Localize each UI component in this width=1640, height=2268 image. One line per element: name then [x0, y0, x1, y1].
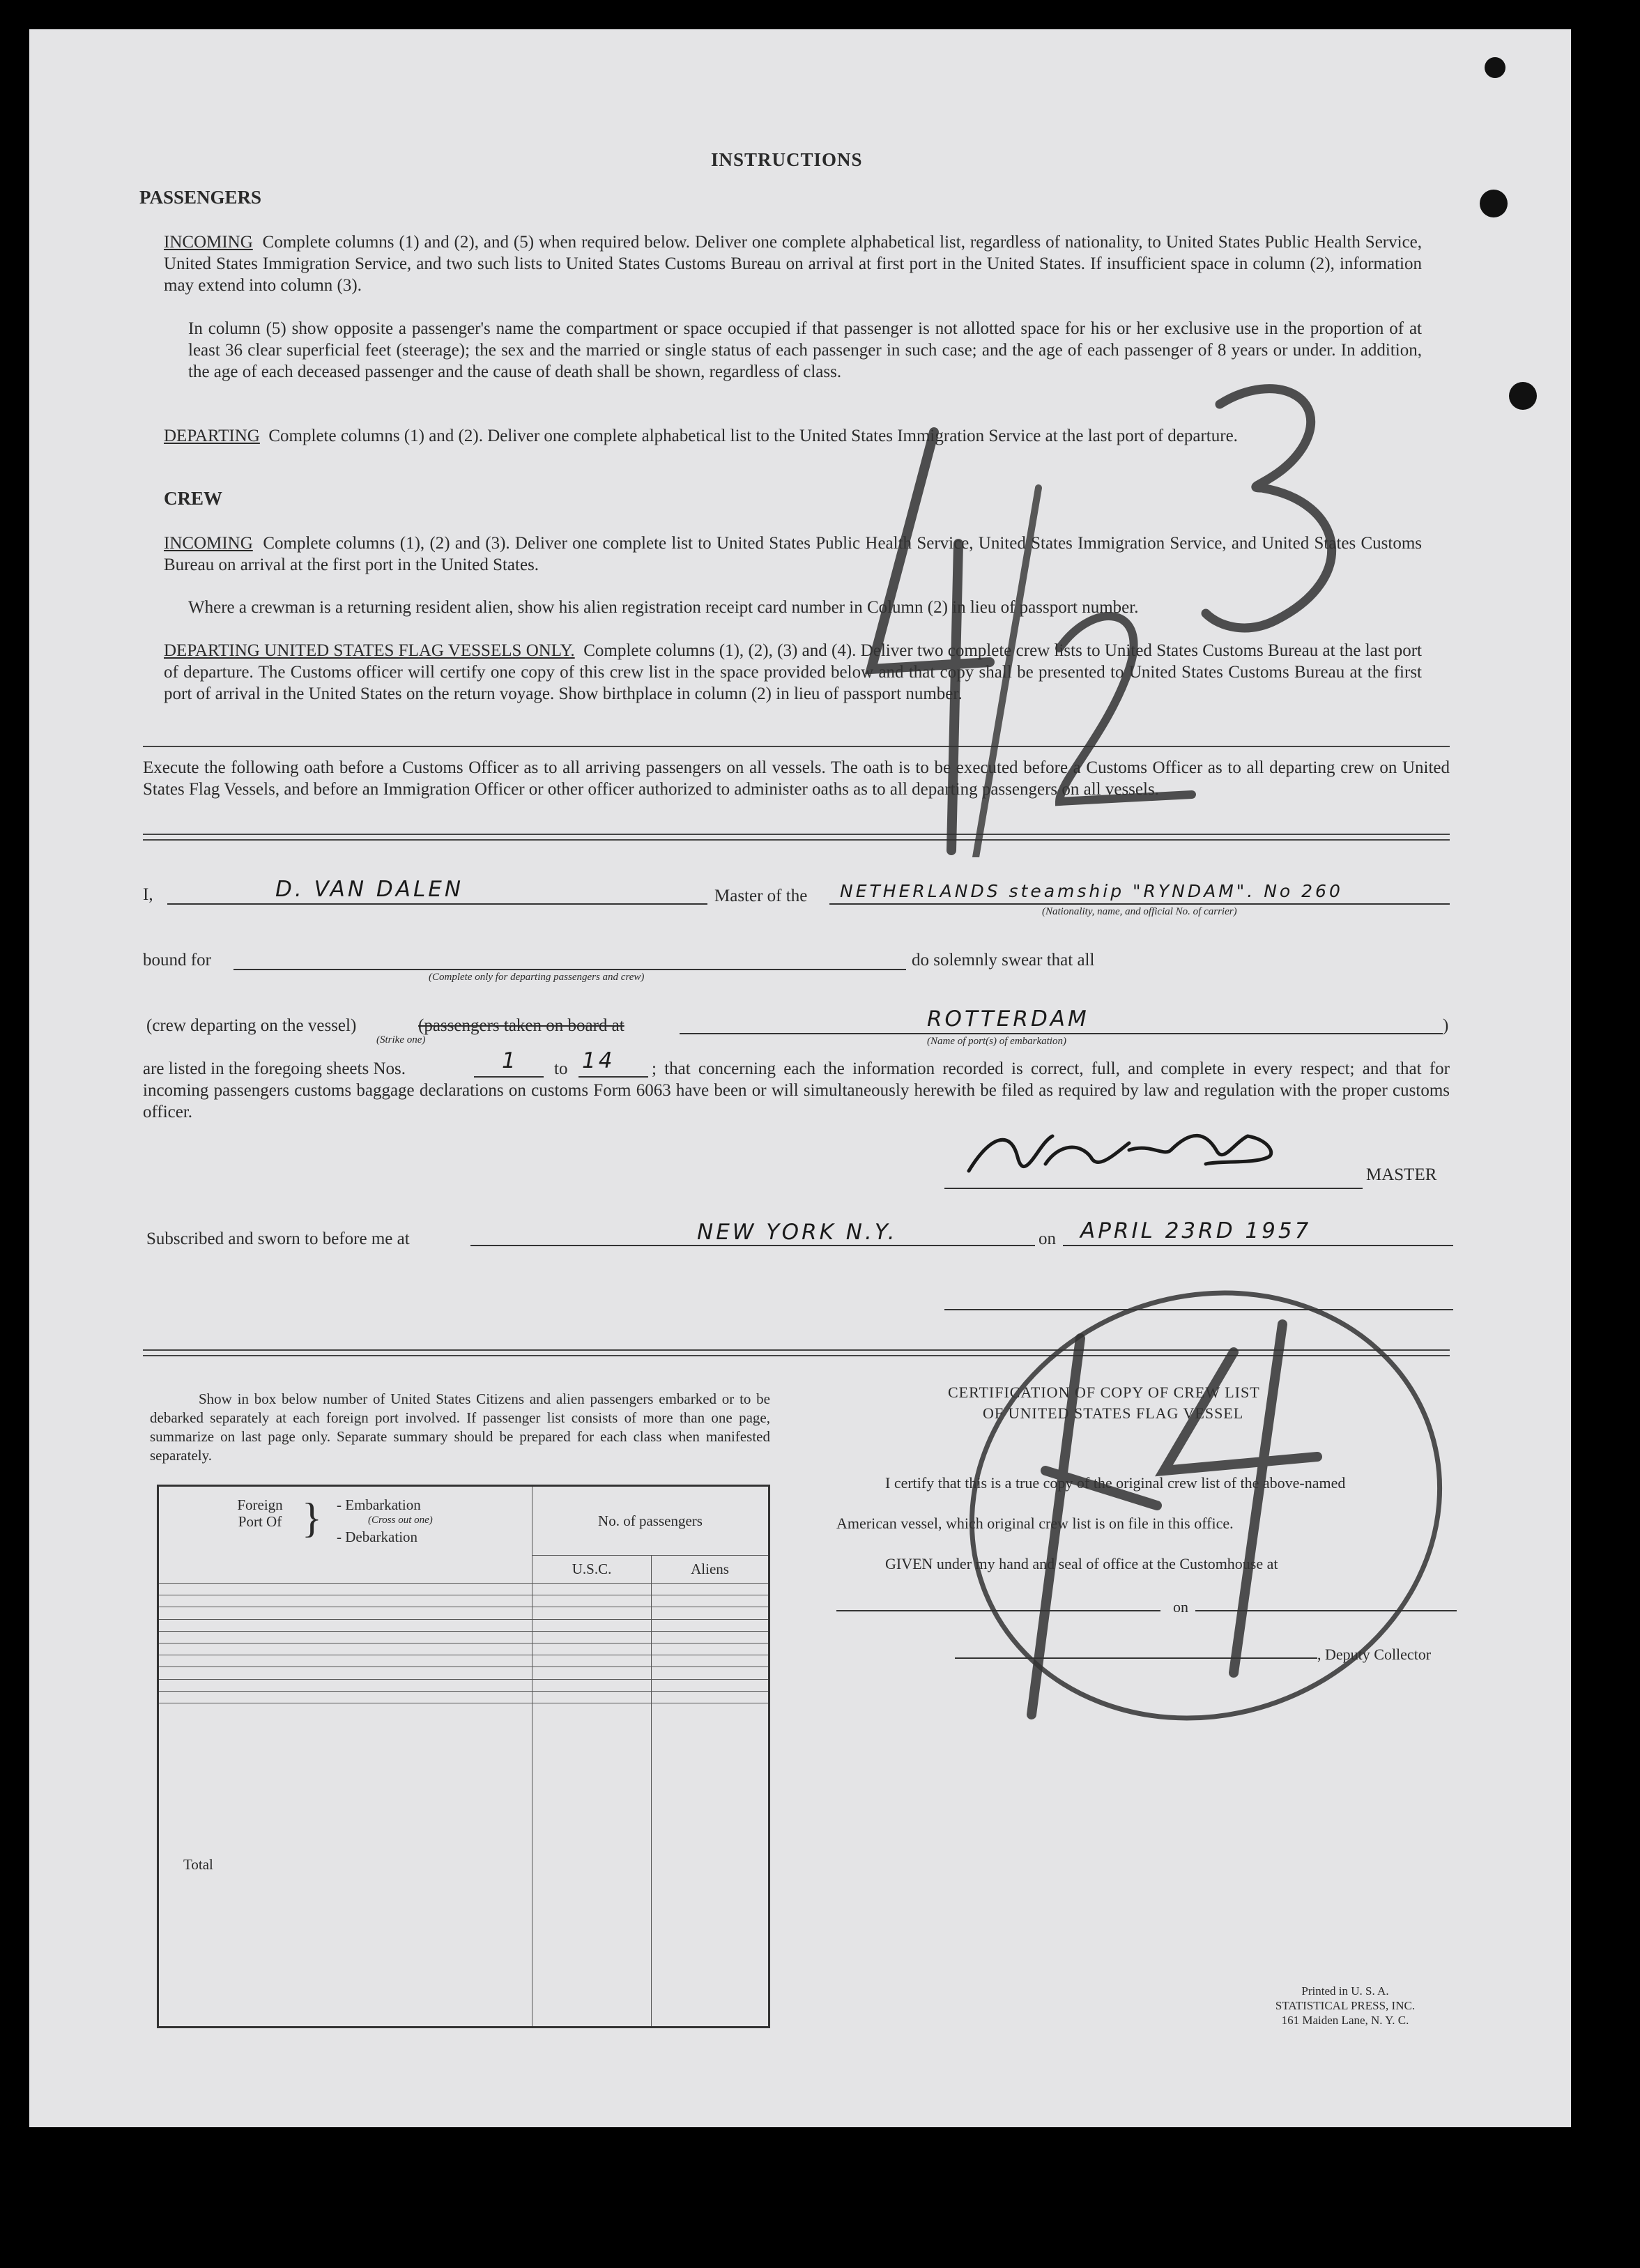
- table-row: [158, 1619, 769, 1631]
- departing-flag-label: DEPARTING UNITED STATES FLAG VESSELS ONLY.: [164, 641, 575, 660]
- passengers-taken-label: (passengers taken on board at: [418, 1016, 624, 1035]
- printer-credit: [1241, 1984, 1450, 2028]
- sheet-from: 1: [502, 1048, 519, 1073]
- master-name: D. VAN DALEN: [275, 877, 464, 902]
- total-row: [158, 1703, 769, 2028]
- column5-paragraph: In column (5) show opposite a passenger's name the compartment or space occupied if that passenger is not allotted space for his or her exclusive use in the proportion of at least 36 clear superficial feet (steerage); the sex and the married or single status of each passenger in such case; and the age of each passenger of 8 years or under. In addition, the age of each deceased passenger and the cause of death shall be shown, regardless of class.: [188, 319, 1422, 381]
- printer-line-2: STATISTICAL PRESS, INC.: [1275, 1999, 1416, 2012]
- port-header: [158, 1486, 532, 1584]
- embarkation-port: ROTTERDAM: [927, 1006, 1089, 1032]
- subscribed-label: Subscribed and sworn to before me at: [146, 1229, 410, 1248]
- certification-text-2: American vessel, which original crew list is on file in this office.: [836, 1515, 1234, 1532]
- debarkation-option: - Debarkation: [337, 1528, 418, 1545]
- oath-intro: Execute the following oath before a Customs Officer as to all arriving passengers on all vessels. The oath is to be executed before a Customs Officer as to all departing crew on United States Flag Vessels, and before an Immigration Officer or other officer authorized to administer oaths as to all departing passengers on all vessels.: [143, 758, 1450, 799]
- incoming-label: INCOMING: [164, 233, 253, 252]
- vessel-line: [829, 903, 1450, 905]
- swear-label: do solemnly swear that all: [912, 951, 1095, 970]
- vessel-caption: (Nationality, name, and official No. of carrier): [1042, 906, 1237, 917]
- table-row: [158, 1631, 769, 1643]
- punch-hole: [1509, 382, 1537, 410]
- master-signature-line: [944, 1188, 1363, 1189]
- table-row: [158, 1643, 769, 1655]
- bound-for-caption: (Complete only for departing passengers and crew): [429, 972, 645, 983]
- aliens-header: Aliens: [652, 1556, 769, 1584]
- master-name-line: [167, 903, 707, 905]
- listed-label: are listed in the foregoing sheets Nos.: [143, 1059, 406, 1078]
- certification-title-2: OF UNITED STATES FLAG VESSEL: [983, 1404, 1244, 1422]
- crew-incoming-label: INCOMING: [164, 534, 253, 553]
- passengers-departing-text: Complete columns (1) and (2). Deliver one complete alphabetical list to the United States Immigration Service at the last port of departure.: [268, 427, 1238, 445]
- to-label: to: [554, 1059, 568, 1078]
- certification-on-label: on: [1173, 1598, 1188, 1616]
- no-of-passengers-header: No. of passengers: [532, 1486, 769, 1556]
- table-row: [158, 1655, 769, 1667]
- summary-instructions: Show in box below number of United States Citizens and alien passengers embarked or to be debarked separately at each foreign port involved. If passenger list consists of more than one page, summarize on last page only. Separate summary should be prepared for each class when manifested separately.: [150, 1390, 770, 1464]
- cross-out-note: (Cross out one): [368, 1515, 433, 1526]
- sworn-place-line: [470, 1245, 1035, 1246]
- table-row: [158, 1584, 769, 1595]
- master-signature: [941, 1115, 1317, 1206]
- foreign-port-of: Foreign Port Of: [237, 1496, 283, 1530]
- embarkation-line: [680, 1033, 1443, 1034]
- punch-hole: [1480, 190, 1508, 217]
- brace-icon: }: [302, 1495, 322, 1541]
- printer-line-1: Printed in U. S. A.: [1301, 1984, 1389, 1998]
- master-label: MASTER: [1366, 1165, 1437, 1184]
- punch-hole: [1485, 57, 1505, 78]
- deputy-collector-label: , Deputy Collector: [1317, 1646, 1432, 1663]
- passengers-incoming-text: Complete columns (1) and (2), and (5) when required below. Deliver one complete alphabetical list, regardless of nationality, to United States Public Health Service, United States Immigration Service, and two such lists to United States Customs Bureau on arrival at first port in the United States. If insufficient space in column (2), information may extend into column (3).: [164, 233, 1423, 295]
- pencil-number-top: [829, 369, 1422, 857]
- vessel-name: NETHERLANDS steamship "RYNDAM". No 260: [840, 881, 1343, 901]
- table-row: [158, 1595, 769, 1607]
- table-row: [158, 1691, 769, 1703]
- sworn-date: APRIL 23RD 1957: [1080, 1218, 1312, 1243]
- table-row: [158, 1667, 769, 1679]
- listed-text: ; that concerning each the information recorded is correct, full, and complete in every respect; and that for incoming passengers customs baggage declarations on customs Form 6063 have been or will simultaneously herewith be filed as required by law and regulation with the proper customs officer.: [143, 1059, 1450, 1121]
- sworn-date-line: [1063, 1245, 1453, 1246]
- on-label: on: [1039, 1229, 1056, 1248]
- embarkation-caption: (Name of port(s) of embarkation): [927, 1036, 1066, 1047]
- sheet-to: 14: [582, 1048, 615, 1073]
- certification-text-1: I certify that this is a true copy of the original crew list of the above-named: [885, 1474, 1346, 1492]
- crew-incoming-text: Complete columns (1), (2) and (3). Deliver one complete list to United States Public Health Service, United States Immigration Service, and United States Customs Bureau on arrival at the first port in the United States.: [164, 534, 1423, 574]
- usc-header: U.S.C.: [532, 1556, 652, 1584]
- pencil-circled-number: [927, 1269, 1457, 1756]
- strike-caption: (Strike one): [376, 1034, 426, 1045]
- crew-heading: CREW: [164, 488, 223, 509]
- close-paren: ): [1443, 1016, 1449, 1035]
- passengers-incoming: [164, 231, 1422, 296]
- departing-label: DEPARTING: [164, 427, 260, 445]
- instructions-title: INSTRUCTIONS: [711, 149, 863, 170]
- departing-flag-text: Complete columns (1), (2), (3) and (4). Deliver two complete crew lists to United States Customs Bureau at the last port of departure. The Customs officer will certify one copy of this crew list in the space provided below and that copy shall be presented to United States Customs Bureau at the first port of arrival in the United States on the return voyage. Show birthplace in column (2) in lieu of passport number.: [164, 641, 1422, 703]
- table-row: [158, 1607, 769, 1619]
- embarkation-option: - Embarkation: [337, 1496, 421, 1513]
- sworn-place: NEW YORK N.Y.: [697, 1220, 898, 1245]
- bound-for-label: bound for: [143, 951, 211, 970]
- passengers-heading: PASSENGERS: [139, 187, 262, 208]
- certification-title-1: CERTIFICATION OF COPY OF CREW LIST: [948, 1384, 1260, 1401]
- certification-text-3: GIVEN under my hand and seal of office at the Customhouse at: [885, 1555, 1278, 1572]
- master-of-label: Master of the: [714, 887, 808, 905]
- crew-departing-label: (crew departing on the vessel): [146, 1016, 357, 1035]
- passenger-summary-table: [157, 1485, 770, 2028]
- crewman-paragraph: Where a crewman is a returning resident alien, show his alien registration receipt card number in Column (2) in lieu of passport number.: [188, 598, 1139, 617]
- printer-line-3: 161 Maiden Lane, N. Y. C.: [1281, 2014, 1409, 2027]
- total-label: Total: [158, 1703, 532, 2028]
- bound-for-line: [233, 969, 906, 970]
- table-row: [158, 1679, 769, 1691]
- i-label: I,: [143, 885, 153, 904]
